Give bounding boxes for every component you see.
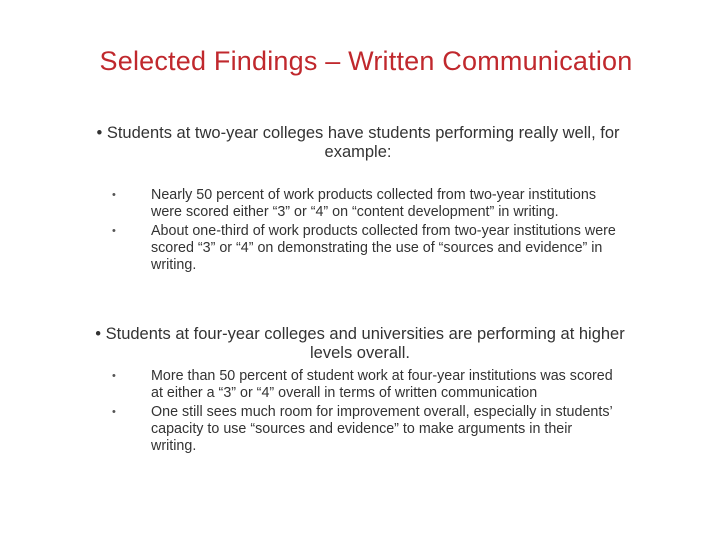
bullet-icon: • xyxy=(112,189,116,201)
main-point-four-year: • Students at four-year colleges and universities are performing at higher levels overall. xyxy=(95,325,625,362)
main-point-two-year: • Students at two-year colleges have students performing really well, for example: xyxy=(96,124,620,161)
sub-list-four-year xyxy=(112,368,632,457)
bullet-icon: • xyxy=(112,370,116,382)
slide-title: Selected Findings – Written Communication xyxy=(99,46,633,76)
list-item xyxy=(112,187,632,221)
bullet-icon: • xyxy=(112,406,116,418)
list-item xyxy=(112,404,632,455)
list-item-text: One still sees much room for improvement overall, especially in students’ capacity to use “sources and evidence” to make arguments in their writing. xyxy=(151,404,613,454)
list-item-text: Nearly 50 percent of work products collected from two-year institutions were scored either “3” or “4” on “content development” in writing. xyxy=(151,187,596,220)
list-item xyxy=(112,223,632,274)
sub-list-two-year xyxy=(112,187,632,276)
list-item-text: About one-third of work products collected from two-year institutions were scored “3” or “4” on demonstrating the use of “sources and evidence” in writing. xyxy=(151,223,616,273)
bullet-icon: • xyxy=(112,225,116,237)
list-item-text: More than 50 percent of student work at four-year institutions was scored at either a “3” or “4” overall in terms of written communication xyxy=(151,368,613,401)
list-item xyxy=(112,368,632,402)
